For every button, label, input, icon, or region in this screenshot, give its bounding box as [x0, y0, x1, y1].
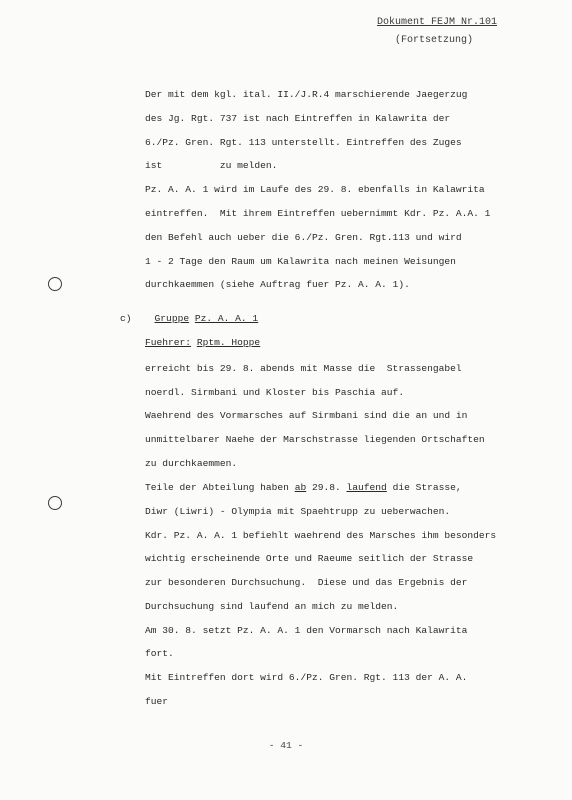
document-number: Dokument FEJM Nr.101: [376, 17, 497, 28]
text-line: Pz. A. A. 1 wird im Laufe des 29. 8. ebenfalls in Kalawrita: [145, 184, 485, 195]
text-line: durchkaemmen (siehe Auftrag fuer Pz. A. A. 1).: [145, 279, 410, 290]
underlined-word: laufend: [346, 482, 387, 493]
continuation-note: (Fortsetzung): [394, 35, 473, 46]
text-line: zur besonderen Durchsuchung. Diese und das Ergebnis der: [145, 577, 468, 588]
text-line: Diwr (Liwri) - Olympia mit Spaehtrupp zu ueberwachen.: [145, 506, 451, 517]
text-fragment: die Strasse,: [386, 482, 462, 493]
group-name: Pz. A. A. 1: [194, 313, 259, 324]
text-line: Waehrend des Vormarsches auf Sirmbani sind die an und in: [145, 410, 468, 421]
text-line: [145, 482, 462, 493]
group-label: Gruppe: [154, 313, 190, 324]
document-header: [377, 14, 497, 50]
text-fragment: Teile der Abteilung haben: [145, 482, 295, 493]
text-line: 1 - 2 Tage den Raum um Kalawrita nach meinen Weisungen: [145, 256, 456, 267]
text-line: zu durchkaemmen.: [145, 458, 238, 469]
punch-hole-icon: [48, 277, 62, 291]
page-number: - 41 -: [268, 740, 304, 751]
underlined-word: ab: [294, 482, 307, 493]
text-line: Kdr. Pz. A. A. 1 befiehlt waehrend des Marsches ihm besonders: [145, 530, 497, 541]
section-marker: c): [120, 313, 132, 324]
section-heading: [120, 313, 258, 324]
text-line: unmittelbarer Naehe der Marschstrasse liegenden Ortschaften: [145, 434, 485, 445]
leader-label: Fuehrer:: [145, 337, 192, 348]
text-line: Durchsuchung sind laufend an mich zu melden.: [145, 601, 399, 612]
text-line: 6./Pz. Gren. Rgt. 113 unterstellt. Eintreffen des Zuges: [145, 137, 462, 148]
text-line: fuer: [145, 696, 169, 707]
text-line: den Befehl auch ueber die 6./Pz. Gren. Rgt.113 und wird: [145, 232, 462, 243]
text-fragment: 29.8.: [306, 482, 347, 493]
text-line: noerdl. Sirmbani und Kloster bis Paschia auf.: [145, 387, 405, 398]
text-line: fort.: [145, 648, 174, 659]
text-line: erreicht bis 29. 8. abends mit Masse die Strassengabel: [145, 363, 462, 374]
leader-name: Rptm. Hoppe: [196, 337, 261, 348]
text-line: eintreffen. Mit ihrem Eintreffen uebernimmt Kdr. Pz. A.A. 1: [145, 208, 491, 219]
text-line: Am 30. 8. setzt Pz. A. A. 1 den Vormarsch nach Kalawrita: [145, 625, 468, 636]
text-line: des Jg. Rgt. 737 ist nach Eintreffen in Kalawrita der: [145, 113, 451, 124]
text-line: Der mit dem kgl. ital. II./J.R.4 marschierende Jaegerzug: [145, 89, 468, 100]
text-line: Mit Eintreffen dort wird 6./Pz. Gren. Rgt. 113 der A. A.: [145, 672, 468, 683]
punch-hole-icon: [48, 496, 62, 510]
text-line: wichtig erscheinende Orte und Raeume seitlich der Strasse: [145, 553, 474, 564]
leader-line: [145, 337, 260, 348]
text-line: ist zu melden.: [145, 160, 278, 171]
